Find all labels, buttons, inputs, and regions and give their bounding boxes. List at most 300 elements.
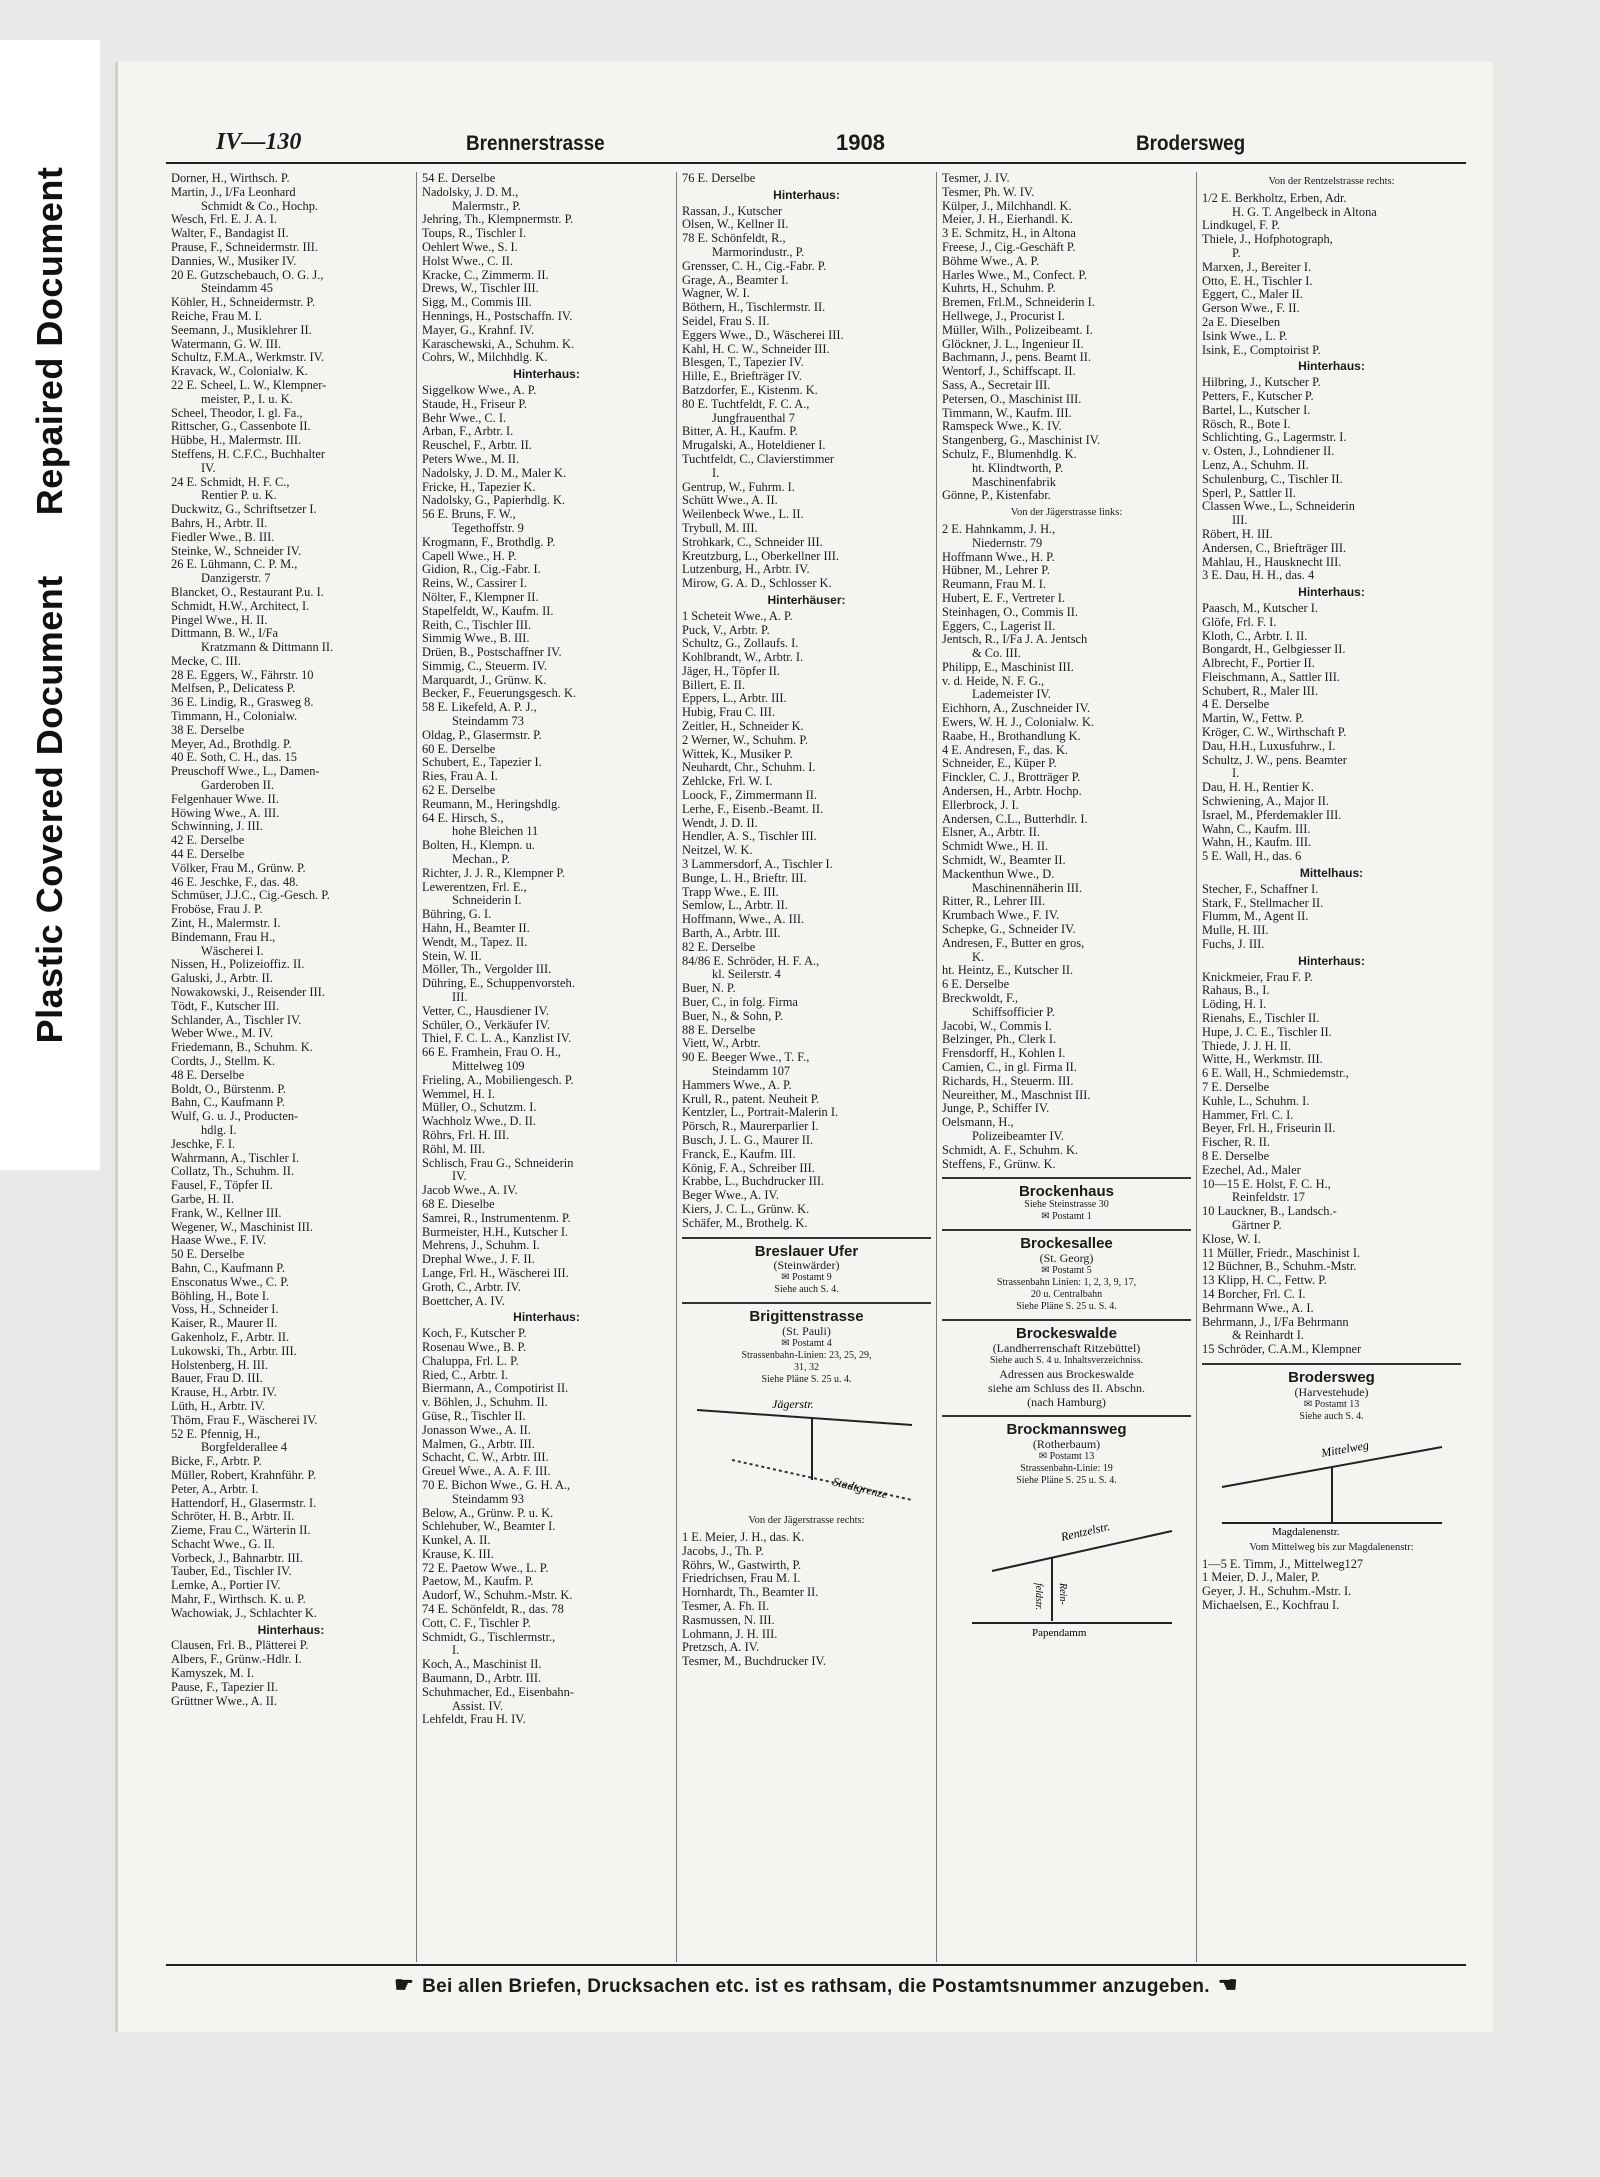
brodersweg-box bbox=[1202, 1363, 1461, 1537]
directory-entry: 2 Werner, W., Schuhm. P. bbox=[682, 732, 808, 747]
column-2 bbox=[416, 172, 676, 1962]
directory-entry: 2 E. Hahnkamm, J. H., bbox=[942, 521, 1056, 536]
directory-entry: Belzinger, Ph., Clerk I. bbox=[942, 1032, 1057, 1047]
directory-entry: Schlander, A., Tischler IV. bbox=[171, 1012, 302, 1027]
directory-entry: Mackenthun Wwe., D. bbox=[942, 866, 1055, 881]
directory-entry: Mechan., P. bbox=[452, 852, 510, 867]
directory-entry: Neuhardt, Chr., Schuhm. I. bbox=[682, 760, 816, 775]
directory-entry: I. bbox=[452, 1643, 460, 1658]
directory-entry: Pause, F., Tapezier II. bbox=[171, 1679, 278, 1694]
directory-entry: Sigg, M., Commis III. bbox=[422, 295, 532, 310]
directory-entry: 62 E. Derselbe bbox=[422, 783, 496, 798]
directory-entry: Puck, V., Arbtr. P. bbox=[682, 622, 770, 637]
page-footer bbox=[166, 1964, 1466, 2006]
directory-entry: Semlow, L., Arbtr. II. bbox=[682, 898, 788, 913]
directory-entry: Maschinennäherin III. bbox=[972, 880, 1083, 895]
directory-entry: Wittek, K., Musiker P. bbox=[682, 746, 793, 761]
directory-entry: Vetter, C., Hausdiener IV. bbox=[422, 1003, 549, 1018]
map-label-rentzelstr: Rentzelstr. bbox=[1059, 1518, 1111, 1544]
directory-entry: Danzigerstr. 7 bbox=[201, 571, 271, 586]
directory-entry: Glöckner, J. L., Ingenieur II. bbox=[942, 336, 1084, 351]
directory-entry: 12 Büchner, B., Schuhm.-Mstr. bbox=[1202, 1259, 1357, 1274]
directory-entry: 42 E. Derselbe bbox=[171, 833, 245, 848]
directory-entry: Schiffsofficier P. bbox=[972, 1004, 1055, 1019]
directory-entry: Kratzmann & Dittmann II. bbox=[201, 640, 334, 655]
directory-entry: Frieling, A., Mobiliengesch. P. bbox=[422, 1072, 574, 1087]
directory-entry: Petersen, O., Maschinist III. bbox=[942, 391, 1082, 406]
directory-entry: 54 E. Derselbe bbox=[422, 171, 496, 185]
directory-entry: 78 E. Schönfeldt, R., bbox=[682, 231, 786, 246]
directory-entry: Hellwege, J., Procurist I. bbox=[942, 308, 1065, 323]
directory-entry: & Reinhardt I. bbox=[1232, 1328, 1304, 1343]
directory-entry: Frensdorff, H., Kohlen I. bbox=[942, 1046, 1066, 1061]
directory-entry: Steindamm 107 bbox=[712, 1064, 791, 1078]
directory-entry: Schmidt Wwe., H. II. bbox=[942, 839, 1049, 854]
directory-entry: Marquardt, J., Grünw. K. bbox=[422, 672, 547, 687]
directory-entry: Albers, F., Grünw.-Hdlr. I. bbox=[171, 1652, 302, 1667]
section-note: Von der Jägerstrasse links: bbox=[1010, 507, 1123, 519]
directory-entry: Reumann, Frau M. I. bbox=[942, 577, 1046, 592]
pointing-hand-right-icon: ☛ bbox=[394, 1972, 415, 1997]
directory-entry: Sperl, P., Sattler II. bbox=[1202, 485, 1296, 500]
directory-entry: Busch, J. L. G., Maurer II. bbox=[682, 1132, 814, 1147]
directory-entry: Koch, A., Maschinist II. bbox=[422, 1657, 542, 1672]
directory-entry: Albrecht, F., Portier II. bbox=[1202, 656, 1315, 671]
column-4-lines bbox=[942, 172, 1191, 503]
directory-entry: Lukowski, Th., Arbtr. III. bbox=[171, 1343, 297, 1358]
directory-entry: Lange, Frl. H., Wäscherei III. bbox=[422, 1265, 569, 1280]
see-also: Siehe auch S. 4. bbox=[774, 1284, 839, 1296]
column-4 bbox=[936, 172, 1196, 1962]
directory-entry: 15 Schröder, C.A.M., Klempner bbox=[1202, 1342, 1362, 1357]
directory-entry: Schacht Wwe., G. II. bbox=[171, 1536, 276, 1551]
directory-entry: Hubert, E. F., Vertreter I. bbox=[942, 590, 1065, 605]
directory-entry: Ries, Frau A. I. bbox=[422, 769, 498, 784]
directory-entry: Schneiderin I. bbox=[452, 893, 522, 908]
directory-entry: Bartel, L., Kutscher I. bbox=[1202, 402, 1311, 417]
see-also: Siehe auch S. 4. bbox=[1299, 1410, 1364, 1422]
directory-entry: Tesmer, J. IV. bbox=[942, 171, 1010, 185]
directory-entry: Pörsch, R., Maurerparlier I. bbox=[682, 1119, 819, 1134]
directory-entry: Lerhe, F., Eisenb.-Beamt. II. bbox=[682, 801, 824, 816]
section-subheading: Mittelhaus: bbox=[1299, 866, 1364, 881]
directory-entry: Otto, E. H., Tischler I. bbox=[1202, 273, 1313, 288]
directory-entry: Schmidt & Co., Hochp. bbox=[201, 198, 319, 213]
directory-entry: Andresen, F., Butter en gros, bbox=[942, 935, 1085, 950]
directory-entry: Bongardt, H., Gelbgiesser II. bbox=[1202, 642, 1346, 657]
directory-entry: 28 E. Eggers, W., Fährstr. 10 bbox=[171, 667, 314, 682]
plastic-covered-label: Plastic Covered Document bbox=[29, 575, 70, 1044]
directory-entry: Reumann, M., Heringshdlg. bbox=[422, 796, 561, 811]
directory-entry: Thiele, J., Hofphotograph, bbox=[1202, 232, 1333, 247]
directory-entry: Wachholz Wwe., D. II. bbox=[422, 1114, 537, 1129]
see-also: Siehe auch S. 4 u. Inhaltsverzeichniss. bbox=[989, 1354, 1144, 1366]
directory-entry: Schröter, H. B., Arbtr. II. bbox=[171, 1509, 295, 1524]
directory-entry: Behrmann, J., I/Fa Behrmann bbox=[1202, 1314, 1349, 1329]
directory-entry: Pingel Wwe., H. II. bbox=[171, 612, 268, 627]
directory-entry: Hübbe, H., Malermstr. III. bbox=[171, 433, 302, 448]
directory-entry: Schmidt, G., Tischlermstr., bbox=[422, 1629, 556, 1644]
district: (Harvestehude) bbox=[1294, 1384, 1369, 1399]
brockenhaus-box bbox=[942, 1177, 1191, 1223]
directory-entry: Oelsmann, H., bbox=[942, 1115, 1014, 1130]
directory-entry: Reinfeldstr. 17 bbox=[1232, 1190, 1305, 1205]
directory-entry: Preuschoff Wwe., L., Damen- bbox=[171, 764, 320, 779]
directory-entry: Biermann, A., Compotirist II. bbox=[422, 1381, 569, 1396]
directory-entry: Wegener, W., Maschinist III. bbox=[171, 1219, 313, 1234]
directory-entry: Gakenholz, F., Arbtr. II. bbox=[171, 1329, 290, 1344]
directory-entry: Capell Wwe., H. P. bbox=[422, 548, 517, 563]
directory-entry: Kahl, H. C. W., Schneider III. bbox=[682, 341, 830, 356]
directory-entry: Köhler, H., Schneidermstr. P. bbox=[171, 295, 316, 310]
envelope-icon: ✉ bbox=[781, 1338, 790, 1350]
directory-entry: Lohmann, J. H. III. bbox=[682, 1626, 778, 1641]
directory-entry: Philipp, E., Maschinist III. bbox=[942, 659, 1074, 674]
street-title: Brodersweg bbox=[1288, 1368, 1375, 1386]
directory-entry: Schlisch, Frau G., Schneiderin bbox=[422, 1155, 574, 1170]
directory-entry: Trapp Wwe., E. III. bbox=[682, 884, 779, 899]
directory-entry: Steffens, F., Grünw. K. bbox=[942, 1156, 1056, 1171]
archive-side-label bbox=[0, 40, 100, 1170]
directory-entry: Nowakowski, J., Reisender III. bbox=[171, 985, 325, 1000]
directory-entry: Seidel, Frau S. II. bbox=[682, 313, 770, 328]
directory-entry: Rienahs, E., Tischler II. bbox=[1202, 1011, 1320, 1026]
street-title: Brockmannsweg bbox=[1006, 1420, 1127, 1438]
directory-entry: 1 E. Meier, J. H., das. K. bbox=[682, 1529, 805, 1544]
archive-label-text bbox=[29, 167, 71, 1044]
directory-entry: Niedernstr. 79 bbox=[972, 535, 1043, 550]
directory-entry: Wahrmann, A., Tischler I. bbox=[171, 1150, 300, 1165]
directory-entry: Wahn, H., Kaufm. III. bbox=[1202, 835, 1312, 850]
directory-entry: Dorner, H., Wirthsch. P. bbox=[171, 171, 290, 185]
directory-entry: Rittscher, G., Cassenbote II. bbox=[171, 419, 311, 434]
directory-entry: Billert, E. II. bbox=[682, 677, 745, 692]
directory-entry: Steinhagen, O., Commis II. bbox=[942, 604, 1078, 619]
envelope-icon: ✉ bbox=[1303, 1398, 1313, 1410]
directory-entry: Garbe, H. II. bbox=[171, 1191, 234, 1206]
directory-entry: Wulf, G. u. J., Producten- bbox=[171, 1109, 299, 1124]
directory-entry: Bachmann, J., pens. Beamt II. bbox=[942, 350, 1091, 365]
directory-entry: Boldt, O., Bürstenm. P. bbox=[171, 1081, 286, 1096]
directory-entry: Elsner, A., Arbtr. II. bbox=[942, 825, 1040, 840]
directory-entry: Gentrup, W., Fuhrm. I. bbox=[682, 479, 795, 494]
column-5 bbox=[1196, 172, 1466, 1962]
directory-entry: 82 E. Derselbe bbox=[682, 939, 756, 954]
directory-entry: 80 E. Tuchtfeldt, F. C. A., bbox=[682, 396, 810, 411]
directory-entry: Viett, W., Arbtr. bbox=[682, 1036, 761, 1051]
directory-entry: Bunge, L. H., Brieftr. III. bbox=[682, 870, 807, 885]
directory-entry: Harles Wwe., M., Confect. P. bbox=[942, 267, 1087, 282]
page-number: IV—130 bbox=[216, 129, 302, 155]
directory-entry: Peter, A., Arbtr. I. bbox=[171, 1481, 259, 1496]
postamt: Postamt 1 bbox=[1052, 1211, 1092, 1223]
directory-entry: Mayer, G., Krahnf. IV. bbox=[422, 322, 535, 337]
directory-entry: 88 E. Derselbe bbox=[682, 1022, 756, 1037]
directory-entry: 68 E. Dieselbe bbox=[422, 1196, 495, 1211]
street-map bbox=[952, 1491, 1182, 1639]
directory-entry: Andersen, C., Briefträger III. bbox=[1202, 540, 1347, 555]
directory-entry: Tuchtfeldt, C., Clavierstimmer bbox=[682, 451, 835, 466]
directory-entry: Batzdorfer, E., Kistenm. K. bbox=[682, 382, 818, 397]
directory-entry: Fausel, F., Töpfer II. bbox=[171, 1178, 273, 1193]
directory-entry: Wemmel, H. I. bbox=[422, 1086, 495, 1101]
directory-entry: Lenz, A., Schuhm. II. bbox=[1202, 457, 1309, 472]
directory-entry: Külper, J., Milchhandl. K. bbox=[942, 198, 1072, 213]
directory-entry: 6 E. Derselbe bbox=[942, 977, 1010, 992]
section-subheading: Hinterhaus: bbox=[773, 187, 840, 202]
directory-entry: Rahaus, B., I. bbox=[1202, 983, 1270, 998]
directory-entry: Gönne, P., Kistenfabr. bbox=[942, 488, 1051, 503]
directory-entry: Kentzler, L., Portrait-Malerin I. bbox=[682, 1105, 839, 1120]
directory-page bbox=[115, 62, 1493, 2032]
directory-entry: Hübner, M., Lehrer P. bbox=[942, 563, 1050, 578]
postamt: Postamt 5 bbox=[1052, 1264, 1092, 1276]
directory-entry: Bindemann, Frau H., bbox=[171, 929, 276, 944]
directory-entry: Krabbe, L., Buchdrucker III. bbox=[682, 1174, 825, 1189]
directory-entry: 22 E. Scheel, L. W., Klempner- bbox=[171, 377, 327, 392]
directory-entry: Thöm, Frau F., Wäscherei IV. bbox=[171, 1412, 318, 1427]
directory-entry: Boettcher, A. IV. bbox=[422, 1293, 505, 1308]
directory-entry: Wagner, W. I. bbox=[682, 286, 750, 301]
directory-entry: Krull, R., patent. Neuheit P. bbox=[682, 1091, 820, 1106]
directory-entry: Meyer, Ad., Brothdlg. P. bbox=[171, 736, 292, 751]
directory-entry: Loock, F., Zimmermann II. bbox=[682, 788, 817, 803]
directory-entry: Wesch, Frl. E. J. A. I. bbox=[171, 212, 278, 227]
section-note: Von der Rentzelstrasse rechts: bbox=[1268, 176, 1395, 187]
directory-entry: Kravack, W., Colonialw. K. bbox=[171, 364, 308, 379]
directory-entry: Stecher, F., Schaffner I. bbox=[1202, 881, 1319, 896]
header-year: 1908 bbox=[836, 130, 885, 155]
directory-entry: 4 E. Derselbe bbox=[1202, 697, 1270, 712]
directory-entry: Tesmer, A. Fh. II. bbox=[682, 1598, 770, 1613]
column-4-lines-2 bbox=[942, 523, 1191, 1171]
directory-entry: 74 E. Schönfeldt, R., das. 78 bbox=[422, 1602, 564, 1617]
directory-entry: Blesgen, T., Tapezier IV. bbox=[682, 355, 804, 370]
directory-entry: Tödt, F., Kutscher III. bbox=[171, 998, 280, 1013]
directory-entry: 50 E. Derselbe bbox=[171, 1247, 245, 1262]
address-note: Adressen aus Brockeswalde bbox=[999, 1366, 1134, 1381]
directory-entry: Böthern, H., Tischlermstr. II. bbox=[682, 300, 826, 315]
directory-entry: Reins, W., Cassirer I. bbox=[422, 576, 527, 591]
directory-entry: Samrei, R., Instrumentenm. P. bbox=[422, 1210, 571, 1225]
directory-entry: Lüth, H., Arbtr. IV. bbox=[171, 1398, 266, 1413]
directory-entry: Raabe, H., Brothandlung K. bbox=[942, 728, 1081, 743]
directory-entry: Steindamm 93 bbox=[452, 1491, 524, 1506]
directory-entry: Galuski, J., Arbtr. II. bbox=[171, 971, 273, 986]
directory-entry: Bolten, H., Klempn. u. bbox=[422, 838, 535, 853]
directory-entry: Löding, H. I. bbox=[1202, 997, 1267, 1012]
directory-entry: 1/2 E. Berkholtz, Erben, Adr. bbox=[1202, 190, 1347, 205]
directory-entry: 66 E. Framhein, Frau O. H., bbox=[422, 1045, 562, 1060]
directory-entry: Holstenberg, H. III. bbox=[171, 1357, 269, 1372]
street-title: Brockenhaus bbox=[1018, 1183, 1115, 1201]
directory-entry: Marmorindustr., P. bbox=[712, 244, 805, 259]
directory-entry: 1 Meier, D. J., Maler, P. bbox=[1202, 1570, 1320, 1585]
directory-entry: Martin, J., I/Fa Leonhard bbox=[171, 184, 296, 199]
directory-entry: Schlehuber, W., Beamter I. bbox=[422, 1519, 556, 1534]
map-label-mittelweg: Mittelweg bbox=[1319, 1437, 1370, 1460]
directory-entry: Stangenberg, G., Maschinist IV. bbox=[942, 433, 1101, 448]
directory-entry: Fricke, H., Tapezier K. bbox=[422, 479, 536, 494]
map-label-feldstr: feldstr. bbox=[1032, 1582, 1044, 1610]
directory-entry: 84/86 E. Schröder, H. F. A., bbox=[682, 953, 820, 968]
directory-entry: Steindamm 73 bbox=[452, 714, 524, 729]
column-3-lines-after bbox=[682, 1531, 931, 1669]
directory-entry: 52 E. Pfennig, H., bbox=[171, 1426, 261, 1441]
directory-entry: Oehlert Wwe., S. I. bbox=[422, 239, 518, 254]
directory-entry: III. bbox=[452, 990, 468, 1005]
directory-entry: Völker, Frau M., Grünw. P. bbox=[171, 860, 306, 875]
directory-entry: Clausen, Frl. B., Plätterei P. bbox=[171, 1638, 309, 1653]
see-plans: Siehe Pläne S. 25 u. S. 4. bbox=[1016, 1474, 1117, 1486]
directory-entry: Kaiser, R., Maurer II. bbox=[171, 1316, 278, 1331]
directory-entry: Nissen, H., Polizeioffiz. II. bbox=[171, 957, 305, 972]
directory-entry: Fiedler Wwe., B. III. bbox=[171, 529, 275, 544]
directory-entry: Bahn, C., Kaufmann P. bbox=[171, 1095, 285, 1110]
directory-entry: 11 Müller, Friedr., Maschinist I. bbox=[1202, 1245, 1361, 1260]
directory-entry: Walter, F., Bandagist II. bbox=[171, 226, 289, 241]
see-plans: Siehe Pläne S. 25 u. 4. bbox=[761, 1374, 852, 1386]
section-note: Von der Jägerstrasse rechts: bbox=[748, 1515, 865, 1527]
brigittenstrasse-box bbox=[682, 1302, 931, 1510]
directory-entry: 38 E. Derselbe bbox=[171, 722, 245, 737]
column-3 bbox=[676, 172, 936, 1962]
directory-entry: Schacht, C. W., Arbtr. III. bbox=[422, 1450, 549, 1465]
directory-entry: Lademeister IV. bbox=[972, 687, 1051, 702]
directory-entry: Kracke, C., Zimmerm. II. bbox=[422, 267, 549, 282]
directory-entry: Schubert, E., Tapezier I. bbox=[422, 755, 542, 770]
directory-entry: Stapelfeldt, W., Kaufm. II. bbox=[422, 603, 554, 618]
directory-entry: Schulz, F., Blumenhdlg. K. bbox=[942, 446, 1077, 461]
section-subheading: Hinterhaus: bbox=[257, 1622, 325, 1637]
see-plans: Siehe Pläne S. 25 u. S. 4. bbox=[1016, 1300, 1117, 1312]
directory-entry: König, F. A., Schreiber III. bbox=[682, 1160, 815, 1175]
envelope-icon: ✉ bbox=[781, 1272, 790, 1284]
directory-entry: Below, A., Grünw. P. u. K. bbox=[422, 1505, 554, 1520]
directory-entry: 20 E. Gutzschebauch, O. G. J., bbox=[171, 267, 324, 282]
brockmannsweg-box bbox=[942, 1415, 1191, 1639]
directory-entry: Fleischmann, A., Sattler III. bbox=[1202, 669, 1340, 684]
directory-entry: Camien, C., in gl. Firma II. bbox=[942, 1060, 1077, 1074]
directory-entry: 13 Klipp, H. C., Fettw. P. bbox=[1202, 1273, 1327, 1288]
directory-entry: & Co. III. bbox=[972, 646, 1021, 661]
directory-entry: Vorbeck, J., Bahnarbtr. III. bbox=[171, 1550, 303, 1565]
directory-entry: 76 E. Derselbe bbox=[682, 171, 756, 185]
directory-entry: III. bbox=[1232, 513, 1248, 528]
directory-entry: Gidion, R., Cig.-Fabr. I. bbox=[422, 562, 541, 577]
directory-entry: Jeschke, F. I. bbox=[171, 1136, 236, 1151]
directory-entry: Olsen, W., Kellner II. bbox=[682, 217, 789, 232]
directory-entry: Krumbach Wwe., F. IV. bbox=[942, 908, 1060, 923]
directory-entry: Mahr, F., Wirthsch. K. u. P. bbox=[171, 1592, 306, 1607]
directory-entry: Haase Wwe., F. IV. bbox=[171, 1233, 267, 1248]
directory-entry: Steindamm 45 bbox=[201, 281, 273, 296]
directory-entry: Siggelkow Wwe., A. P. bbox=[422, 382, 537, 397]
directory-entry: Timmann, H., Colonialw. bbox=[171, 709, 298, 724]
directory-entry: Lemke, A., Portier IV. bbox=[171, 1578, 281, 1593]
directory-entry: Classen Wwe., L., Schneiderin bbox=[1202, 499, 1355, 514]
directory-entry: Krogmann, F., Brothdlg. P. bbox=[422, 534, 556, 549]
directory-entry: 26 E. Lühmann, C. P. M., bbox=[171, 557, 298, 572]
directory-entry: Jacobs, J., Th. P. bbox=[682, 1543, 764, 1558]
directory-entry: 90 E. Beeger Wwe., T. F., bbox=[682, 1050, 810, 1065]
envelope-icon: ✉ bbox=[1038, 1450, 1048, 1462]
directory-entry: Eggert, C., Maler II. bbox=[1202, 287, 1303, 302]
directory-entry: Schäfer, M., Brothelg. K. bbox=[682, 1215, 808, 1230]
directory-entry: Petters, F., Kutscher P. bbox=[1202, 388, 1314, 403]
tram-lines: Strassenbahn Linien: 1, 2, 3, 9, 17, bbox=[996, 1276, 1137, 1288]
directory-entry: Lindkugel, F. P. bbox=[1202, 218, 1280, 233]
section-subheading: Hinterhaus: bbox=[1298, 359, 1365, 374]
directory-entry: Assist. IV. bbox=[452, 1698, 504, 1713]
directory-entry: Watermann, G. W. III. bbox=[171, 336, 282, 351]
district: (Steinwärder) bbox=[773, 1258, 840, 1273]
directory-entry: Melfsen, P., Delicatess P. bbox=[171, 681, 296, 696]
directory-entry: Dittmann, B. W., I/Fa bbox=[171, 626, 279, 641]
directory-entry: Ritter, R., Lehrer III. bbox=[942, 894, 1046, 909]
directory-entry: Krause, H., Arbtr. IV. bbox=[171, 1385, 277, 1400]
directory-entry: Scheel, Theodor, I. gl. Fa., bbox=[171, 405, 303, 420]
directory-entry: Lehfeldt, Frau H. IV. bbox=[422, 1712, 526, 1727]
directory-entry: Lutzenburg, H., Arbtr. IV. bbox=[682, 562, 810, 577]
directory-entry: Seemann, J., Musiklehrer II. bbox=[171, 322, 312, 337]
directory-entry: 1—5 E. Timm, J., Mittelweg127 bbox=[1202, 1556, 1364, 1571]
directory-entry: Hammer, Frl. C. I. bbox=[1202, 1107, 1294, 1122]
footer-text: Bei allen Briefen, Drucksachen etc. ist es rathsam, die Postamtsnummer anzugeben. bbox=[422, 1976, 1210, 1997]
directory-entry: Paetow, M., Kaufm. P. bbox=[422, 1574, 534, 1589]
column-5-lines-2 bbox=[1202, 1558, 1461, 1613]
directory-entry: Schultz, J. W., pens. Beamter bbox=[1202, 752, 1347, 767]
directory-entry: Jäger, H., Töpfer II. bbox=[682, 663, 781, 678]
directory-entry: Rassan, J., Kutscher bbox=[682, 203, 783, 218]
directory-entry: Junge, P., Schiffer IV. bbox=[942, 1101, 1050, 1116]
directory-entry: 46 E. Jeschke, F., das. 48. bbox=[171, 874, 299, 889]
directory-entry: Bahn, C., Kaufmann P. bbox=[171, 1260, 285, 1275]
directory-entry: Blancket, O., Restaurant P.u. I. bbox=[171, 584, 324, 599]
directory-entry: Koch, F., Kutscher P. bbox=[422, 1326, 527, 1341]
directory-entry: Schultz, G., Zollaufs. I. bbox=[682, 636, 799, 651]
directory-entry: Pretzsch, A. IV. bbox=[682, 1640, 760, 1655]
directory-entry: Hubig, Frau C. III. bbox=[682, 705, 775, 720]
directory-entry: Gerson Wwe., F. II. bbox=[1202, 301, 1300, 316]
directory-entry: Krause, K. III. bbox=[422, 1546, 494, 1561]
pointing-hand-left-icon: ☚ bbox=[1217, 1972, 1238, 1997]
directory-entry: Baumann, D., Arbtr. III. bbox=[422, 1671, 542, 1686]
directory-entry: Dau, H.H., Luxusfuhrw., I. bbox=[1202, 738, 1336, 753]
street-title: Breslauer Ufer bbox=[754, 1242, 859, 1260]
directory-entry: Polizeibeamter IV. bbox=[972, 1128, 1064, 1143]
directory-entry: Fuchs, J. III. bbox=[1202, 937, 1265, 952]
directory-entry: Breckwoldt, F., bbox=[942, 991, 1019, 1006]
directory-entry: Tesmer, M., Buchdrucker IV. bbox=[682, 1654, 826, 1669]
map-label-jaegerstr: Jägerstr. bbox=[771, 1397, 814, 1412]
directory-entry: Zint, H., Malermstr. I. bbox=[171, 916, 281, 931]
directory-entry: ht. Heintz, E., Kutscher II. bbox=[942, 963, 1074, 978]
directory-entry: Becker, F., Feuerungsgesch. K. bbox=[422, 686, 577, 701]
directory-entry: Greuel Wwe., A. A. F. III. bbox=[422, 1464, 551, 1479]
directory-entry: Schneider, E., Küper P. bbox=[942, 756, 1057, 771]
directory-entry: 6 E. Wall, H., Schmiedemstr., bbox=[1202, 1066, 1349, 1081]
directory-entry: Zeitler, H., Schneider K. bbox=[682, 719, 804, 734]
directory-entry: Röhrs, W., Gastwirth, P. bbox=[682, 1557, 802, 1572]
directory-entry: Möller, Th., Vergolder III. bbox=[422, 962, 552, 977]
directory-entry: Mehrens, J., Schuhm. I. bbox=[422, 1238, 540, 1253]
directory-entry: Jonasson Wwe., A. II. bbox=[422, 1422, 531, 1437]
directory-entry: Hille, E., Briefträger IV. bbox=[682, 369, 802, 384]
directory-entry: hohe Bleichen 11 bbox=[452, 824, 539, 839]
directory-entry: 3 Lammersdorf, A., Tischler I. bbox=[682, 857, 833, 872]
directory-entry: Thiel, F. C. L. A., Kanzlist IV. bbox=[422, 1031, 572, 1046]
